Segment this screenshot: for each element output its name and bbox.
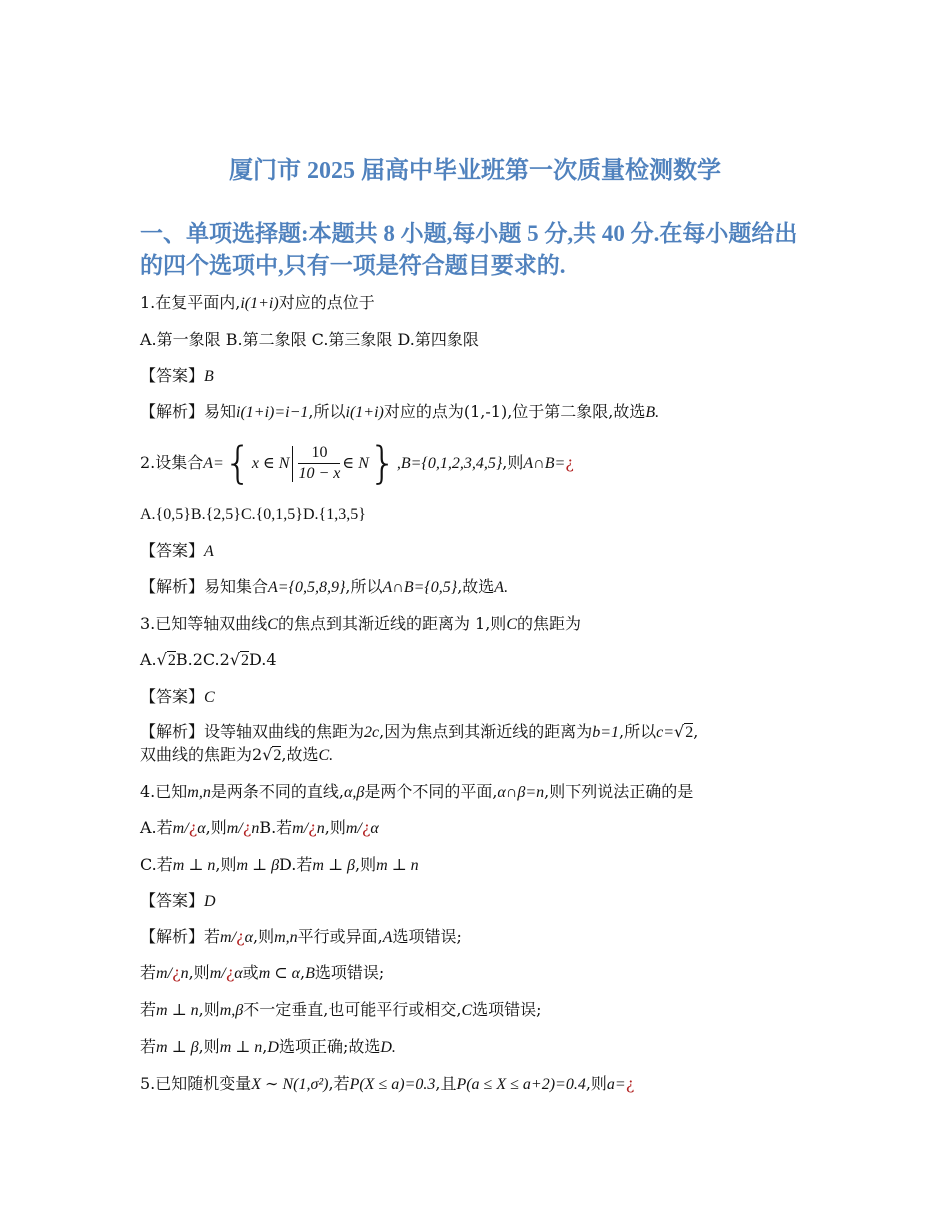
q2-set-b: ,B={0,1,2,3,4,5} [396,455,503,472]
q5-stem [140,1073,820,1096]
q4-analysis-math: D [267,1039,279,1056]
q4-option-text: C.若 [140,855,173,874]
q4-option-text: B.若 [259,818,293,837]
analysis-label: 【解析】 [140,402,205,421]
q4-analysis-text: 不一定垂直,也可能平行或相交, [243,1000,462,1019]
q4-options-cd [140,854,820,877]
q4-option-math: m/ [292,820,309,837]
q3-analysis-text: ,因为焦点到其渐近线的距离为 [379,722,593,741]
q3-option-text: A. [140,650,157,669]
unknown-glyph: ¿ [308,818,317,837]
q4-option-text: ,则 [324,818,346,837]
q5-stem-math: P(X ≤ a)=0.3 [349,1076,436,1093]
q5-stem-math: a= [606,1076,626,1093]
left-brace-icon: { [223,437,252,489]
q4-analysis-math: C [461,1002,473,1019]
unknown-glyph: ¿ [236,927,245,946]
q3-radicand: 2 [167,652,176,669]
q4-analysis-math: α [234,965,243,982]
q4-option-text: D.若 [279,855,313,874]
q3-stem [140,613,820,636]
q2-stem [140,438,820,488]
answer-label: 【答案】 [140,891,205,910]
document-title: 厦门市 2025 届高中毕业班第一次质量检测数学 [229,158,721,184]
q4-analysis-math: n [180,965,189,982]
q4-analysis-2 [140,962,820,985]
q3-stem-text: 的焦点到其渐近线的距离为 1,则 [277,614,507,633]
q4-option-text: ,则 [215,855,237,874]
q4-analysis-3 [140,999,820,1022]
q4-option-math: m ⊥ n [376,857,419,874]
q2-answer-value: A [204,543,214,560]
q4-analysis-math: m ⊥ n [219,1039,263,1056]
q2-frac-den: 10 − x [298,465,341,482]
q5-unknown-glyph: ¿ [625,1074,635,1093]
q2-set-in: ∈ N [342,455,369,472]
q2-analysis-math: A={0,5,8,9} [268,579,346,596]
q2-analysis-text: ,所以 [345,577,383,596]
q2-analysis [140,576,820,599]
q3-answer-value: C [204,689,215,706]
q3-analysis-math: 2c [364,724,380,741]
q1-analysis-text: ,所以 [308,402,346,421]
q4-analysis-text: 或 [242,963,259,982]
q1-analysis-text: 易知 [204,402,237,421]
q4-analysis-text: 选项错误; [472,1000,542,1019]
right-brace-icon: } [368,437,397,489]
q3-analysis [140,721,820,744]
q3-analysis-math: c= [656,724,675,741]
q4-analysis-math: m,n [274,929,298,946]
q4-stem-math: α∩β=n [497,784,545,801]
q1-analysis [140,401,820,424]
sqrt-icon: √ [229,650,241,669]
q4-analysis-text: , [300,963,306,982]
q1-answer [140,365,820,388]
q2-set-cond: x ∈ N [251,455,290,472]
q3-analysis-text: ,所以 [619,722,657,741]
q3-analysis-end: C. [318,747,334,764]
answer-label: 【答案】 [140,687,205,706]
q3-analysis-math: b=1 [592,724,620,741]
q4-analysis-text: ,则 [188,963,210,982]
q3-radicand: 2 [241,652,250,669]
sqrt-icon: √ [674,722,685,741]
q2-analysis-math: A∩B={0,5} [382,579,458,596]
q1-stem-prefix: 1.在复平面内, [140,293,241,312]
q1-stem [140,292,820,315]
q4-option-text: ,则 [205,818,227,837]
q3-analysis-text: , [693,722,699,741]
q1-analysis-math: i(1+i)=i−1 [236,404,309,421]
q4-stem [140,781,820,804]
q1-stem-math: i(1+i) [240,295,279,312]
q4-option-math: m/ [172,820,189,837]
q2-set-a: A= [203,455,224,472]
q2-unknown-glyph: ¿ [565,453,574,472]
q5-stem-math: X ∼ N(1,σ²) [251,1076,329,1093]
q4-analysis-math: m ⊥ β [156,1039,199,1056]
q3-answer [140,686,820,709]
q5-stem-text: ,且 [435,1074,457,1093]
q1-stem-suffix: 对应的点位于 [278,293,375,312]
q1-analysis-math: i(1+i) [345,404,384,421]
q4-option-math: α [197,820,206,837]
q2-analysis-text: ,故选 [457,577,495,596]
q4-analysis-text: 选项正确;故选 [278,1037,381,1056]
analysis-label: 【解析】 [140,577,205,596]
q4-analysis-text: ,则 [198,1000,220,1019]
q4-analysis-math: B [305,965,315,982]
q2-stem-prefix: 2.设集合 [140,453,204,472]
q5-stem-text: ,则 [585,1074,607,1093]
q4-option-math: m ⊥ β [312,857,355,874]
q3-stem-text: 的焦距为 [516,614,581,633]
q3-stem-text: 3.已知等轴双曲线 [140,614,268,633]
q4-analysis-text: 若 [204,927,221,946]
q4-analysis-text: 若 [140,1000,157,1019]
q4-analysis-math: m ⊂ α [258,965,301,982]
q2-analysis-text: 易知集合 [204,577,269,596]
analysis-label: 【解析】 [140,927,205,946]
q1-analysis-end: B. [645,404,660,421]
q1-analysis-text: 对应的点为(1,-1),位于第二象限,故选 [383,402,646,421]
q2-answer [140,540,820,563]
unknown-glyph: ¿ [188,818,198,837]
q3-options [140,649,820,671]
q4-option-math: α [370,820,379,837]
set-bar-icon [292,446,293,482]
q4-option-math: m ⊥ β [236,857,280,874]
q2-ask: A∩B= [523,455,566,472]
unknown-glyph: ¿ [361,818,371,837]
q4-analysis-1 [140,926,820,949]
q4-stem-text: 是两条不同的直线, [210,782,344,801]
q4-analysis-math: A [382,929,393,946]
q5-stem-text: 5.已知随机变量 [140,1074,252,1093]
q4-analysis-text: ,则 [198,1037,220,1056]
q4-analysis-text: 选项错误; [314,963,385,982]
q5-stem-math: P(a ≤ X ≤ a+2)=0.4 [456,1076,586,1093]
sqrt-icon: √ [156,650,167,669]
q4-analysis-math: α [244,929,254,946]
q3-analysis-text: 设等轴双曲线的焦距为 [204,722,365,741]
q3-option-text: B.2C.2 [175,650,230,669]
q2-stem-text: ,则 [502,453,524,472]
q1-answer-value: B [204,368,214,385]
analysis-label: 【解析】 [140,722,205,741]
q4-analysis-text: 平行或异面, [297,927,383,946]
q4-option-math: m/ [345,820,362,837]
q4-analysis-text: , [262,1037,268,1056]
q4-analysis-4 [140,1036,820,1059]
q4-stem-text: ,则下列说法正确的是 [544,782,694,801]
q4-options-ab [140,817,820,840]
q3-analysis-line2 [140,744,820,767]
q4-option-text: ,则 [354,855,377,874]
q4-option-math: n [316,820,325,837]
q3-option-text: D.4 [249,650,277,669]
q4-option-math: m/ [226,820,243,837]
q4-analysis-math: m/ [220,929,237,946]
unknown-glyph: ¿ [242,818,252,837]
q3-analysis-text: ,故选 [281,745,319,764]
q2-options: A.{0,5}B.{2,5}C.{0,1,5}D.{1,3,5} [140,506,366,523]
q5-stem-text: ,若 [328,1074,350,1093]
q4-stem-text: 4.已知 [140,782,188,801]
q4-analysis-text: 若 [140,963,157,982]
q3-radicand: 2 [273,747,282,764]
q3-radicand: 2 [685,724,694,741]
unknown-glyph: ¿ [172,963,181,982]
sqrt-icon: √ [262,745,273,764]
q4-stem-text: 是两个不同的平面, [364,782,498,801]
q4-stem-math: m,n [187,784,211,801]
q3-analysis-text: 双曲线的焦距为2 [140,745,263,764]
answer-label: 【答案】 [140,541,205,560]
q3-stem-math: C [267,616,278,633]
q4-analysis-text: ,则 [253,927,275,946]
q4-analysis-end: D. [380,1039,396,1056]
q4-analysis-text: 选项错误; [392,927,462,946]
q2-fraction [298,443,340,484]
q4-analysis-math: m/ [156,965,173,982]
section-heading: 一、单项选择题:本题共 8 小题,每小题 5 分,共 40 分.在每小题给出的四个选项中,只有一项是符合题目要求的. [140,221,798,278]
q4-stem-math: α,β [343,784,365,801]
q3-stem-math: C [506,616,517,633]
q4-analysis-math: m ⊥ n [156,1002,199,1019]
q4-answer [140,890,820,913]
unknown-glyph: ¿ [225,963,235,982]
q2-frac-num: 10 [298,443,340,464]
q4-option-math: n [251,820,260,837]
q4-analysis-math: m/ [209,965,226,982]
q4-option-text: A.若 [140,818,173,837]
q2-analysis-end: A. [494,579,509,596]
q4-analysis-math: m,β [219,1002,244,1019]
answer-label: 【答案】 [140,366,205,385]
q4-analysis-text: 若 [140,1037,157,1056]
q4-option-math: m ⊥ n [172,857,216,874]
q1-options: A.第一象限 B.第二象限 C.第三象限 D.第四象限 [140,330,479,349]
q4-answer-value: D [204,893,216,910]
